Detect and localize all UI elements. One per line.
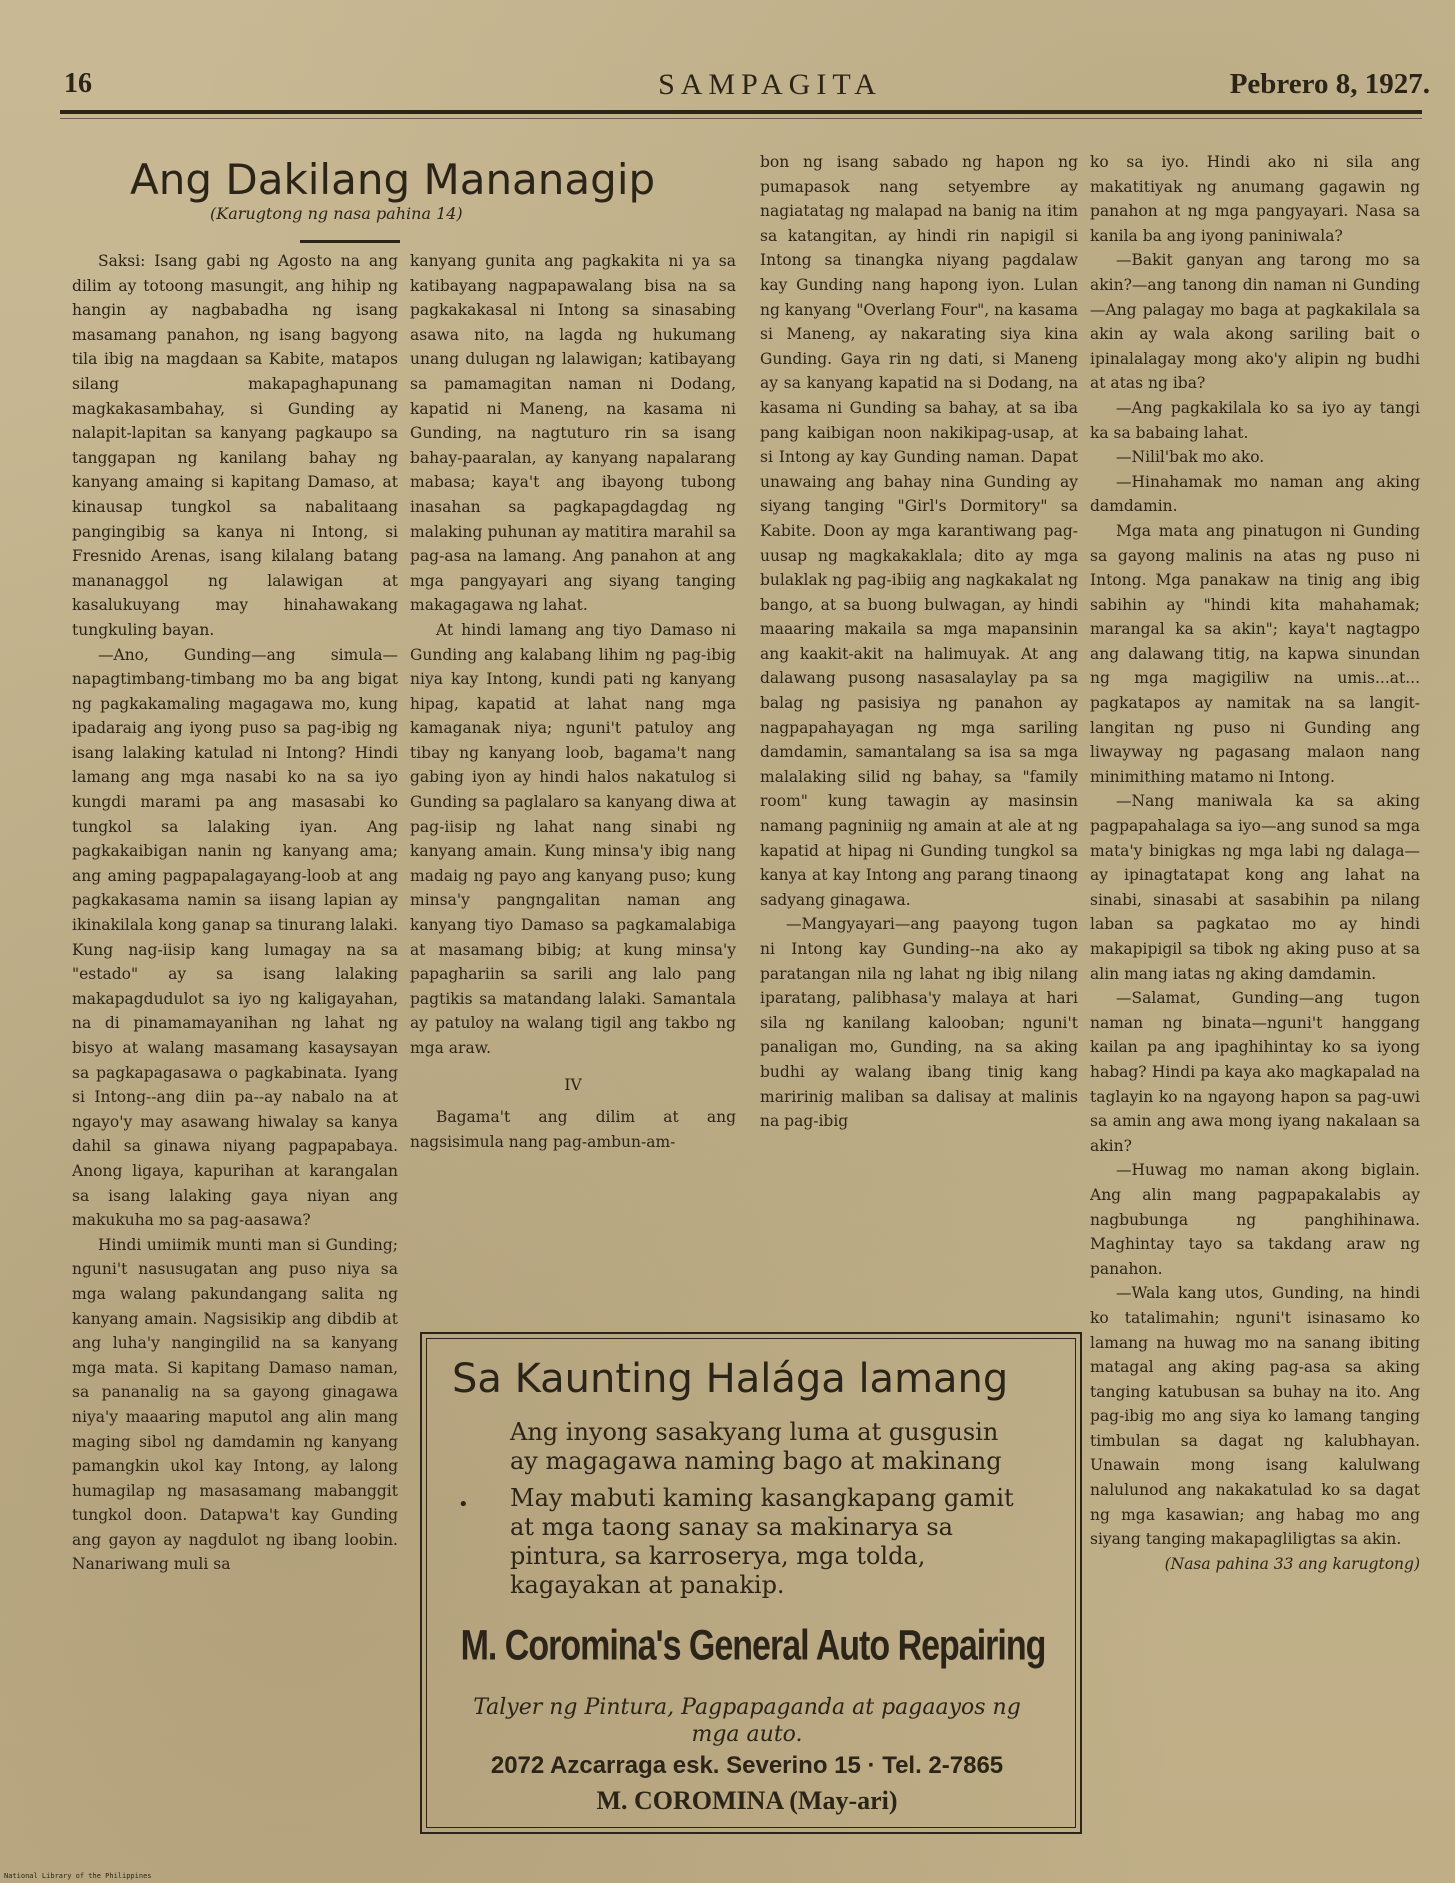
article-continuation-note: (Karugtong ng nasa pahina 14) [210,204,463,223]
paragraph: —Salamat, Gunding—ang tugon naman ng binata—nguni't hanggang kailan pa ang ipaghihintay ko sa iyong habag? Hindi pa kaya ako magkapalad na taglayin ko na ngayong hapon sa pag-uwi sa amin ang awa mong iyang nakalaan sa akin? [1090,989,1420,1155]
ad-copy-2: May mabuti kaming kasangkapang gamit at mga taong sanay sa makinarya sa pintura, sa karroserya, mga tolda, kagayakan at panakip. [510,1484,1014,1599]
issue-date: Pebrero 8, 1927. [1229,68,1430,100]
ad-address: 2072 Azcarraga esk. Severino 15 · Tel. 2-7865 [490,1752,1004,1779]
paragraph: —Nilil'bak mo ako. [1116,448,1265,467]
paragraph: At hindi lamang ang tiyo Damaso ni Gunding ang kalabang lihim ng pag-ibig niya kay Intong, kundi pati ng kanyang hipag, kapatid at lahat nang mga kamaganak niya; nguni't patuloy ang tibay ng kanyang loob, bagama't nang gabing iyon ay hindi halos nakatulog si Gunding sa paglalaro sa kanyang diwa at pag-iisip ng lahat nang sinabi ng kanyang amain. Kung minsa'y ibig nang madaig ng payo ang kanyang puso; kung minsa'y pangngalitan naman ang kanyang tiyo Damaso sa pagkamalabiga at masamang bibig; at kung minsa'y papaghariin sa sarili ang lalo pang pagtikis sa matandang lalaki. Samantala ay patuloy na walang tigil ang takbo ng mga araw. [410,620,736,1057]
paragraph: Mga mata ang pinatugon ni Gunding sa gayong malinis na atas ng puso ni Intong. Mga panakaw na tinig ang ibig sabihin ay "hindi kita mahahamak; marangal ka sa akin"; kaya't nagtagpo ang dalawang titig, na kapwa sinundan ng mga magigiliw na umis...at... pagkatapos ay namitak na sa langit-langitan ng puso ni Gunding ang liwayway ng pagasang malaon nang minimithing matamo ni Intong. [1090,521,1420,786]
ad-tagline: Talyer ng Pintura, Pagpapaganda at pagaayos ng mga auto. [473,1695,1021,1747]
paragraph: ko sa iyo. Hindi ako ni sila ang makatitiyak ng anumang gagawin ng panahon at ng mga pangyayari. Nasa sa kanila ba ang iyong paniniwala? [1090,153,1420,245]
masthead: SAMPAGITA [658,68,882,101]
advertisement [420,1332,1082,1834]
article-column-2 [410,249,736,1209]
paragraph: —Ang pagkakilala ko sa iyo ay tangi ka sa babaing lahat. [1090,398,1420,442]
paragraph: —Mangyayari—ang paayong tugon ni Intong kay Gunding--na ako ay paratangan nila ng lahat ng ibig nilang iparatang, palibhasa'y malaya at hari sila ng kanilang kalooban; nguni't panaligan mo, Gunding, na sa aking budhi ay walang ibang tinig kang maririnig maliban sa dalisay at malinis na pag-ibig [760,915,1078,1131]
paragraph: —Hinahamak mo naman ang aking damdamin. [1090,472,1420,516]
paragraph: —Wala kang utos, Gunding, na hindi ko tatalimahin; nguni't isinasamo ko lamang na huwag mo na sanang ibiting matagal ang aking pag-asa sa aking tanging katubusan sa buhay na ito. Ang pag-ibig mo ang siya ko lamang tanging timbulan sa dagat ng kalubhayan. Unawain mong isang kalulwang nalulunod ang nakakatulad ko sa dagat ng mga kasawian; ang habag mo ang siyang tanging makapagliligtas sa akin. [1090,1284,1420,1549]
paragraph: —Nang maniwala ka sa aking pagpapahalaga sa iyo—ang sunod sa mga mata'y binigkas ng mga labi ng dalaga—ay ipinagtatapat kong ang lahat na sinabi, sinasabi at sasabihin pa nilang laban sa pagkatao mo ay hindi makapipigil sa tibok ng aking puso at sa alin mang iatas ng aking damdamin. [1090,792,1420,983]
ad-copy-1: Ang inyong sasakyang luma at gusgusin ay magagawa naming bago at makinang [510,1418,1002,1475]
paragraph: —Bakit ganyan ang tarong mo sa akin?—ang tanong din naman ni Gunding—Ang palagay mo baga at pagkakilala sa akin ay wala akong sariling bait o ipinalalagay mong ako'y alipin ng budhi at atas ng iba? [1090,251,1420,393]
paragraph: kanyang gunita ang pagkakita ni ya sa katibayang nagpapawalang bisa na sa pagkakakasal ni Intong sa sinasabing asawa nito, na lagda ng hukumang unang dulugan ng lalawigan; katibayang sa pamamagitan naman ni Dodang, kapatid ni Maneng, na kasama ni Gunding, na nagtuturo rin sa isang bahay-paaralan, ay kanyang napalarang mabasa; kaya't ang ibayong tubong inasahan sa pagkapagdagdag ng malaking puhunan ay matitira marahil sa pag-asa na lamang. Ang panahon at ang mga pangyayari ang siyang tanging makagagawa ng lahat. [410,252,736,615]
bullet-icon: • [458,1494,469,1515]
section-number: IV [564,1075,582,1094]
continuation-note: (Nasa pahina 33 ang karugtong) [1164,1554,1420,1573]
paragraph: Hindi umiimik munti man si Gunding; nguni't nasusugatan ang puso niya sa mga walang pakundangang salita ng kanyang amain. Nagsisikip ang dibdib at ang luha'y nangingilid na sa kanyang mga mata. Si kapitang Damaso naman, sa pananalig na sa gayong ginagawa niya'y maaaring maputol ang alin mang maging sibol ng damdamin ng kanyang pamangkin ukol kay Intong, ay lalong humagilap ng masasamang mabanggit tungkol doon. Datapwa't kay Gunding ang gayon ay nagdulot ng ibang loobin. Nanariwang muli sa [72,1235,398,1574]
ad-business-name: M. Coromina's General Auto Repairing [460,1622,1046,1670]
header-rule-thin [60,118,1422,119]
ad-owner: M. COROMINA (May-ari) [596,1786,898,1815]
paragraph: Bagama't ang dilim at ang nagsisimula nang pag-ambun-am- [410,1108,736,1151]
header-rule [60,110,1422,114]
paragraph: Saksi: Isang gabi ng Agosto na ang dilim ay totoong masungit, ang hihip ng hangin ay nagbabadha ng isang masamang panahon, ng isang bagyong tila ibig na magdaan sa Kabite, matapos silang makapaghapunang magkakasambahay, si Gunding ay nalapit-lapitan sa kanyang pagkaupo sa tanggapan ng kanilang bahay ng kanyang amaing si kapitang Damaso, at kinausap tungkol sa nabalitaang pangingibig sa kanya ni Intong, si Fresnido Arenas, isang kilalang batang mananaggol ng lalawigan at kasalukuyang may hinahawakang tungkuling bayan. [72,252,398,639]
ad-headline: Sa Kaunting Halága lamang [452,1356,1009,1402]
article-column-4 [1090,150,1420,1810]
paragraph: bon ng isang sabado ng hapon ng pumapasok nang setyembre ay nagiatatag ng malapad na banig na itim sa katangitan, ay hindi rin napigil si Intong sa tinangka niyang pagdalaw kay Gunding nang hapong iyon. Lulan ng kanyang "Overlang Four", na kasama si Maneng, ay nakarating siya kina Gunding. Gaya rin ng dati, si Maneng ay sa kanyang kapatid na si Dodang, na kasama ni Gunding sa bahay, at sa iba pang kaibigan noon nakikipag-usap, at si Intong ay kay Gunding naman. Dapat unawaing ang bahay nina Gunding ay siyang tanging "Girl's Dormitory" sa Kabite. Doon ay mga karantiwang pag-uusap ng magkakaklala; dito ay mga bulaklak ng pag-ibiig ang nagkakalat ng bango, at sa buong bulwagan, ay hindi maaaring makaila sa mga mapansinin ang kaakit-akit na halimuyak. At ang dalawang pusong nasasalaylay pa sa balag ng pasisiya ng panahon ay nagpapahayagan ng mga sariling damdamin, samantalang sa isa sa mga malalaking silid ng bahay, sa "family room" kung tawagin ay masinsin namang pagniniig ng amain at ale at ng kapatid at hipag ni Gunding tungkol sa kanya at kay Intong ang parang tinaong sadyang ginagawa. [760,153,1078,909]
library-credit: National Library of the Philippines [4,1872,152,1880]
article-column-3 [760,150,1078,1210]
article-title: Ang Dakilang Mananagip [130,155,656,204]
title-divider [300,240,400,243]
page-number: 16 [64,68,92,99]
page-header [60,68,1430,110]
paragraph: —Ano, Gunding—ang simula—napagtimbang-timbang mo ba ang bigat ng pagkakamaling magagawa mo, kung ipadaraig ang iyong puso sa pag-ibig ng isang lalaking katulad ni Intong? Hindi lamang ang mga nasabi ko na sa iyo kungdi marami pa ang masasabi ko tungkol sa lalaking iyan. Ang pagkakaibigan nanin ng kanyang ama; ang aming pagpapalagayang-loob at ang pagkakasama namin sa iisang lapian ay ikinakilala kong ganap sa tinurang lalaki. Kung nag-iisip kang lumagay na sa "estado" ay sa isang lalaking makapagdudulot sa iyo ng kaligayahan, na di pinamamayanihan ng lahat ng bisyo at walang masamang kasaysayan sa pagkapagasawa o pagkabinata. Iyang si Intong--ang diin pa--ay nabalo na at ngayo'y may asawang hiwalay sa kanya dahil sa ginawa niyang pagpapabaya. Anong ligaya, kapurihan at karangalan sa isang lalaking gaya niyan ang makukuha mo sa pag-aasawa? [72,645,398,1230]
article-column-1 [72,249,398,1804]
paragraph: —Huwag mo naman akong biglain. Ang alin mang pagpapakalabis ay nagbubunga ng panghihinawa. Maghintay tayo sa takdang araw ng panahon. [1090,1161,1420,1278]
